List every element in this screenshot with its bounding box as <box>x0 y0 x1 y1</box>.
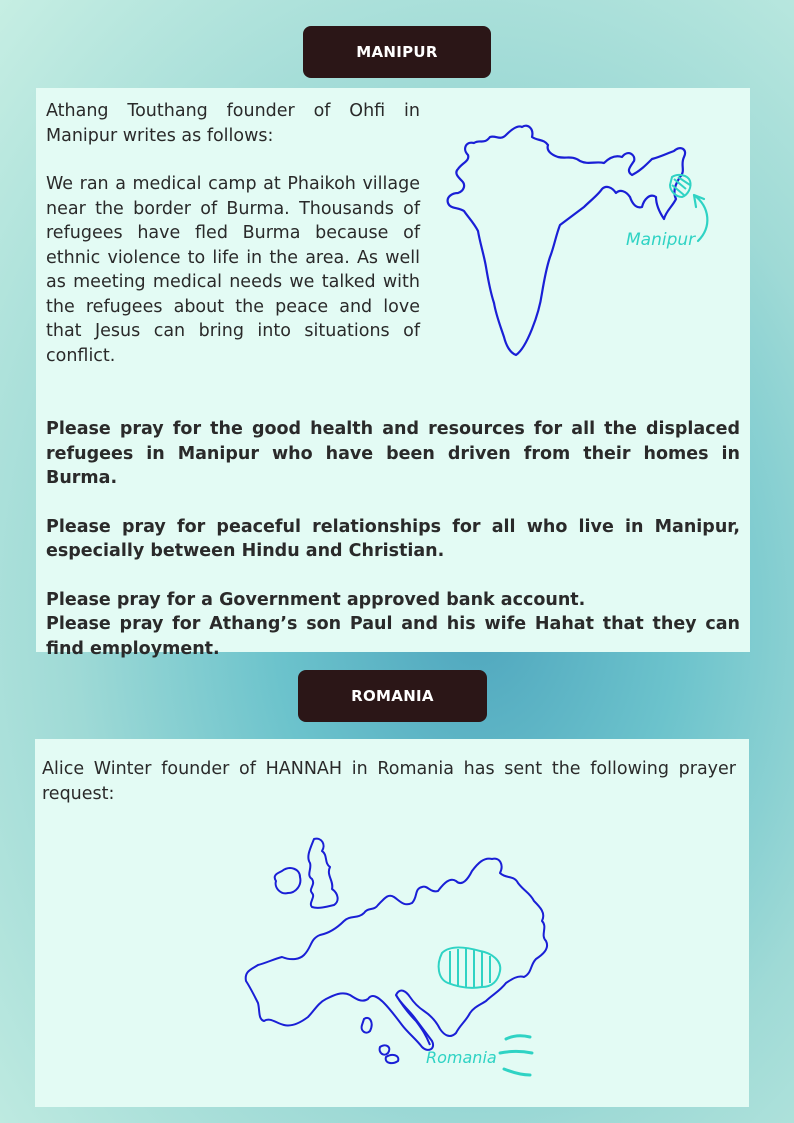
manipur-intro: Athang Touthang founder of Ohfi in Manipur writes as follows: <box>46 101 420 146</box>
romania-map-label: Romania <box>426 1048 497 1067</box>
romania-accent-marks <box>500 1036 532 1075</box>
manipur-prayer-4: Please pray for Athang’s son Paul and his wife Hahat that they can find employment. <box>46 614 740 659</box>
manipur-prayer-2: Please pray for peaceful relationships for all who live in Manipur, especially between Hindu and Christian. <box>46 516 740 561</box>
islands-outline <box>362 1018 399 1063</box>
manipur-prayer-3: Please pray for a Government approved bank account. <box>46 589 586 610</box>
manipur-highlight <box>670 175 691 197</box>
europe-map-illustration <box>230 835 560 1085</box>
great-britain-outline <box>308 839 337 908</box>
manipur-map-label: Manipur <box>626 230 696 250</box>
europe-mainland-outline <box>246 859 547 1050</box>
romania-highlight <box>439 948 501 989</box>
manipur-arrow <box>694 195 707 241</box>
manipur-section-label: MANIPUR <box>303 26 491 78</box>
manipur-prayer-1: Please pray for the good health and resources for all the displaced refugees in Manipur who have been driven from their homes in Burma. <box>46 419 740 488</box>
romania-intro <box>42 757 736 806</box>
ireland-outline <box>275 868 301 893</box>
romania-intro-text: Alice Winter founder of HANNAH in Romania has sent the following prayer request: <box>42 759 736 804</box>
manipur-story-text: We ran a medical camp at Phaikoh village near the border of Burma. Thousands of refugees have fled Burma because of ethnic violence to life in the area. As well as meeting medical needs we talked with the refugees about the peace and love that Jesus can bring into situations of conflict. <box>46 174 420 366</box>
india-map-illustration <box>440 115 730 365</box>
romania-section-label: ROMANIA <box>298 670 487 722</box>
manipur-prayers <box>46 417 740 661</box>
manipur-story <box>46 99 420 368</box>
